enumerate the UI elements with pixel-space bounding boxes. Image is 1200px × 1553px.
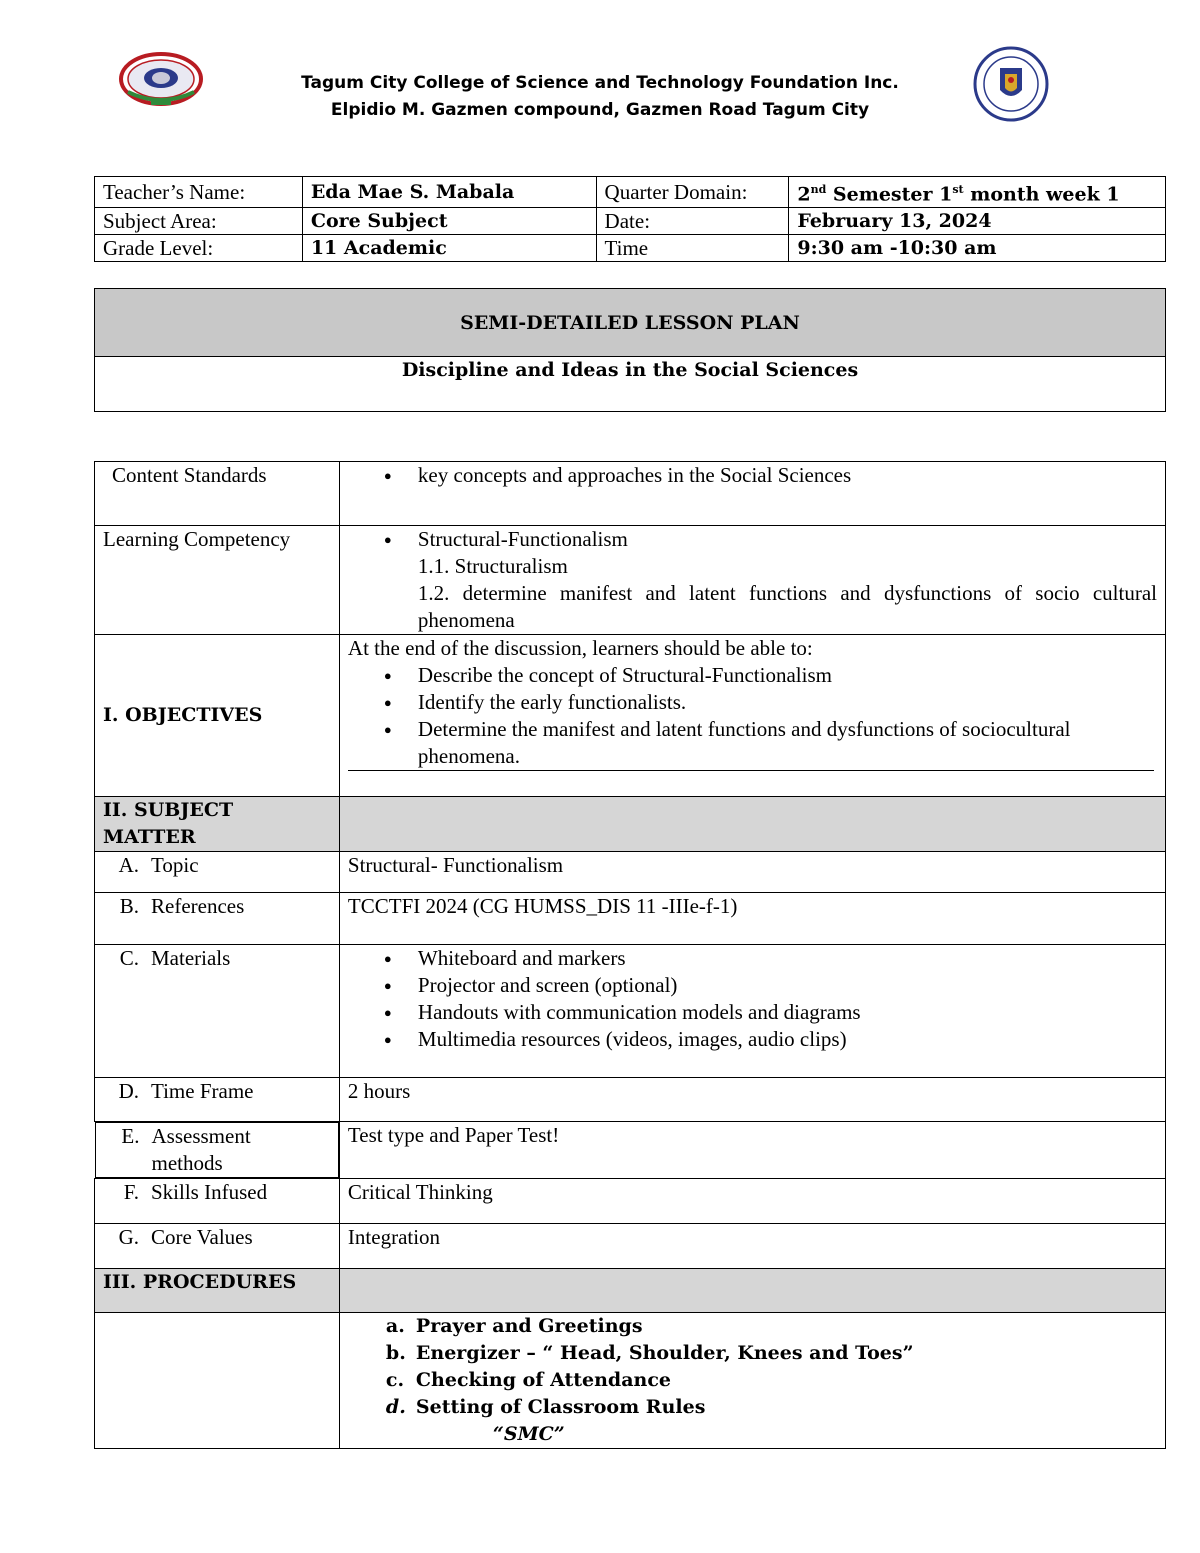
content-standards-value bbox=[339, 462, 1165, 526]
list-item: ● Describe the concept of Structural-Functionalism bbox=[418, 662, 1154, 689]
table-row bbox=[95, 208, 1166, 235]
teacher-name-label: Teacher’s Name: bbox=[95, 177, 303, 208]
school-address: Elpidio M. Gazmen compound, Gazmen Road Tagum City bbox=[330, 100, 870, 120]
assessment-methods-value: Test type and Paper Test! bbox=[339, 1122, 1165, 1179]
skills-infused-value: Critical Thinking bbox=[339, 1179, 1165, 1224]
quarter-domain-label: Quarter Domain: bbox=[596, 177, 789, 208]
table-row bbox=[95, 289, 1166, 357]
content-standards-label: Content Standards bbox=[95, 462, 340, 526]
table-row bbox=[95, 462, 1166, 526]
list-item: ● key concepts and approaches in the Social Sciences bbox=[418, 462, 1157, 489]
time-frame-label: D. Time Frame bbox=[95, 1078, 340, 1122]
lesson-plan-heading: SEMI-DETAILED LESSON PLAN bbox=[95, 289, 1166, 357]
materials-label: C. Materials bbox=[95, 945, 340, 1078]
skills-infused-label: F. Skills Infused bbox=[95, 1179, 340, 1224]
grade-level-label: Grade Level: bbox=[95, 235, 303, 262]
procedures-blank bbox=[339, 1269, 1165, 1313]
subject-area-value: Core Subject bbox=[302, 208, 596, 235]
list-item: ● Multimedia resources (videos, images, audio clips) bbox=[418, 1026, 1157, 1053]
assessment-methods-label: E. Assessment methods bbox=[95, 1122, 339, 1178]
table-row bbox=[95, 852, 1166, 893]
competency-sub-item: 1.1. Structuralism bbox=[417, 554, 568, 578]
list-item: ● Identify the early functionalists. bbox=[418, 689, 1154, 716]
table-row bbox=[95, 635, 1166, 797]
objectives-label: I. OBJECTIVES bbox=[95, 635, 340, 797]
list-item: ● Determine the manifest and latent functions and dysfunctions of sociocultural phenomena. bbox=[418, 716, 1154, 770]
table-row bbox=[95, 797, 1166, 852]
table-row bbox=[95, 357, 1166, 412]
table-row bbox=[95, 945, 1166, 1078]
lesson-title-table bbox=[94, 288, 1166, 412]
references-value: TCCTFI 2024 (CG HUMSS_DIS 11 -IIIe-f-1) bbox=[339, 893, 1165, 945]
list-item: ● Projector and screen (optional) bbox=[418, 972, 1157, 999]
table-row bbox=[95, 177, 1166, 208]
table-row bbox=[95, 1179, 1166, 1224]
topic-label: A. Topic bbox=[95, 852, 340, 893]
topic-value: Structural- Functionalism bbox=[339, 852, 1165, 893]
objectives-value bbox=[339, 635, 1165, 797]
table-row bbox=[95, 1269, 1166, 1313]
time-label: Time bbox=[596, 235, 789, 262]
procedures-label: III. PROCEDURES bbox=[95, 1269, 340, 1313]
list-item: ● Structural-Functionalism bbox=[418, 526, 1157, 553]
table-row bbox=[95, 526, 1166, 635]
subject-matter-label: II. SUBJECT MATTER bbox=[95, 797, 340, 852]
table-row bbox=[95, 1078, 1166, 1122]
time-value: 9:30 am -10:30 am bbox=[789, 235, 1166, 262]
subject-matter-blank bbox=[339, 797, 1165, 852]
references-label: B. References bbox=[95, 893, 340, 945]
teacher-info-table bbox=[94, 176, 1166, 262]
quarter-domain-value: 2nd Semester 1st month week 1 bbox=[789, 177, 1166, 208]
school-name: Tagum City College of Science and Technology Foundation Inc. bbox=[301, 73, 899, 93]
table-row bbox=[95, 1313, 1166, 1449]
procedures-left-blank bbox=[95, 1313, 340, 1449]
procedure-item: b. Energizer – “ Head, Shoulder, Knees and Toes” bbox=[385, 1342, 914, 1364]
date-value: February 13, 2024 bbox=[789, 208, 1166, 235]
core-values-value: Integration bbox=[339, 1224, 1165, 1269]
learning-competency-value bbox=[339, 526, 1165, 635]
table-row bbox=[95, 1122, 1166, 1179]
procedure-item: a. Prayer and Greetings bbox=[385, 1315, 643, 1337]
date-label: Date: bbox=[596, 208, 789, 235]
grade-level-value: 11 Academic bbox=[302, 235, 596, 262]
teacher-name-value: Eda Mae S. Mabala bbox=[302, 177, 596, 208]
document-header bbox=[0, 70, 1200, 124]
classroom-rules-name: “SMC” bbox=[492, 1423, 565, 1445]
procedure-item: c. Checking of Attendance bbox=[385, 1369, 672, 1391]
table-row bbox=[95, 893, 1166, 945]
learning-competency-label: Learning Competency bbox=[95, 526, 340, 635]
lesson-plan-table bbox=[94, 461, 1166, 1449]
table-row bbox=[95, 235, 1166, 262]
table-row bbox=[95, 1224, 1166, 1269]
core-values-label: G. Core Values bbox=[95, 1224, 340, 1269]
materials-value bbox=[339, 945, 1165, 1078]
competency-sub-item: 1.2. determine manifest and latent functions and dysfunctions of socio cultural phenomena bbox=[417, 581, 1157, 632]
objectives-intro: At the end of the discussion, learners should be able to: bbox=[347, 636, 813, 660]
list-item: ● Whiteboard and markers bbox=[418, 945, 1157, 972]
procedure-item: d. Setting of Classroom Rules bbox=[385, 1396, 706, 1418]
list-item: ● Handouts with communication models and diagrams bbox=[418, 999, 1157, 1026]
lesson-subject: Discipline and Ideas in the Social Sciences bbox=[95, 357, 1166, 412]
subject-area-label: Subject Area: bbox=[95, 208, 303, 235]
procedures-value bbox=[339, 1313, 1165, 1449]
time-frame-value: 2 hours bbox=[339, 1078, 1165, 1122]
